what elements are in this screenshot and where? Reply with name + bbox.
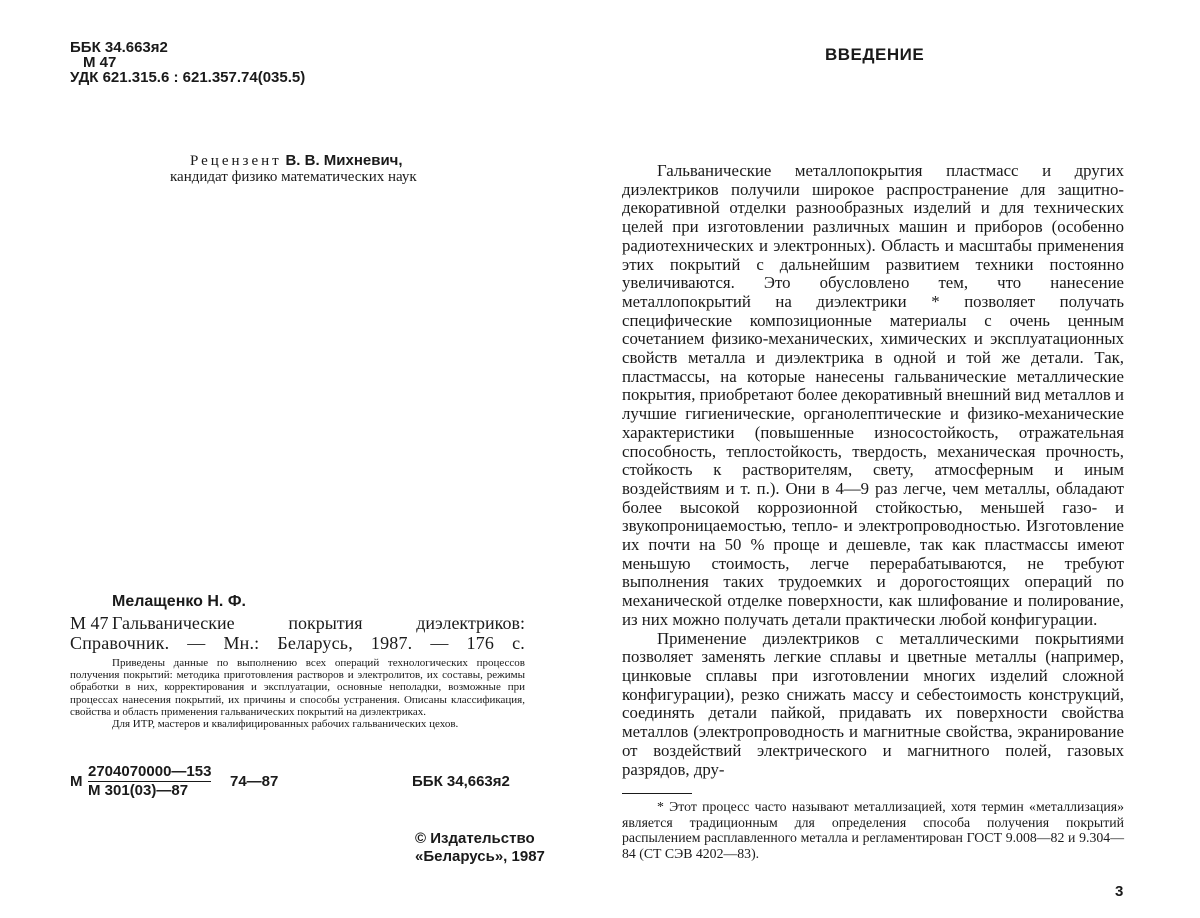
footnote	[622, 799, 1124, 861]
catalog-denominator: М 301(03)—87	[88, 782, 189, 799]
card-code: М 47	[70, 613, 109, 633]
card-title-line1: Гальванические покрытия диэлектриков:	[112, 613, 525, 633]
catalog-card	[70, 593, 525, 730]
catalog-price: 74—87	[230, 773, 279, 790]
udk-code: УДК 621.315.6 : 621.357.74(035.5)	[70, 69, 306, 86]
card-annotation	[70, 657, 525, 730]
reviewer-block	[170, 152, 417, 185]
catalog-numerator: 2704070000—153	[88, 763, 212, 780]
publisher-block	[415, 830, 545, 866]
body-paragraph-1: Гальванические металлопокрытия пластмасс и других диэлектриков получили широкое распространение для защитно-декоративной отделки разнообразных изделий и для технических целей при изготовлении различных машин и приборов (особенно радиотехнических и электронных). Область и масштабы применения этих покрытий с дальнейшим развитием техники постоянно увеличиваются. Это обусловлено тем, что нанесение металлопокрытий на диэлектрики * позволяет получать специфические композиционные материалы с очень ценным сочетанием физико-механических, химических и эксплуатационных свойств металла и диэлектрика в одной и той же детали. Так, пластмассы, на которые нанесены гальванические металлические покрытия, приобретают более декоративный внешний вид металлов и лучшие гигиенические, органолептические и физико-механические характеристики (повышенные износостойкость, отражательная способность, теплостойкость, твердость, механическая прочность, стойкость к растворителям, свету, атмосферным и иным воздействиям и т. п.). Они в 4—9 раз легче, чем металлы, обладают более высокой коррозионной стойкостью, меньшей газо- и звукопроницаемостью, тепло- и электропроводностью. Изготовление их почти на 50 % проще и дешевле, так как пластмассы имеют меньшую стоимость, легче перерабатываются, не требуют выполнения таких трудоемких и дорогостоящих операций по механической отделке поверхности, как шлифование и полирование, из них можно получать детали практически любой конфигурации.	[622, 161, 1124, 629]
chapter-heading: ВВЕДЕНИЕ	[825, 45, 925, 64]
annotation-audience: Для ИТР, мастеров и квалифицированных рабочих гальванических цехов.	[112, 718, 459, 731]
classification-codes	[70, 40, 305, 85]
annotation-paragraph: Приведены данные по выполнению всех операций технологических процессов получения покрытий: методика приготовления растворов и электролитов, их составы, режимы обработки в них, корректирования и эксплуатации, основные неполадки, возможные при процессах нанесения покрытий, их причины и способы устранения. Описаны классификация, свойства и область применения гальванических покрытий на диэлектриках.	[70, 657, 525, 718]
reviewer-title: кандидат физико математических наук	[170, 169, 417, 185]
reviewer-name: В. В. Михневич,	[285, 152, 403, 169]
right-page	[600, 0, 1200, 918]
card-title	[70, 613, 525, 653]
card-author: Мелащенко Н. Ф.	[112, 593, 246, 610]
catalog-fraction	[88, 763, 211, 800]
author-mark: М 47	[83, 54, 117, 71]
catalog-bbk: ББК 34,663я2	[412, 773, 510, 790]
footnote-text: * Этот процесс часто называют металлизацией, хотя термин «металлизация» является традиционным для определения способа получения покрытий распылением расплавленного металла и регламентирован ГОСТ 9.008—82 и 9.304—84 (СТ СЭВ 4202—83).	[622, 799, 1124, 861]
reviewer-label: Рецензент	[190, 153, 282, 169]
bbk-code: ББК 34.663я2	[70, 39, 168, 56]
publisher-line2: «Беларусь», 1987	[415, 848, 545, 865]
body-paragraph-2: Применение диэлектриков с металлическими покрытиями позволяет заменять легкие сплавы и цветные металлы (например, цинковые сплавы при изготовлении многих изделий сложной конфигурации), резко снижать массу и себестоимость конструкций, соединять детали пайкой, придавать их поверхности свойства металлов (электропроводность и магнитные свойства, экранирование от воздействий электрического и магнитного полей, газовых разрядов, дру-	[622, 628, 1124, 779]
catalog-prefix: М	[70, 773, 83, 790]
body-text	[622, 162, 1124, 779]
catalog-index	[70, 763, 525, 803]
card-title-line2: Справочник. — Мн.: Беларусь, 1987. — 176 с.	[70, 633, 525, 653]
footnote-divider	[622, 793, 692, 794]
publisher-line1: © Издательство	[415, 830, 535, 847]
page-number: 3	[1115, 883, 1124, 900]
